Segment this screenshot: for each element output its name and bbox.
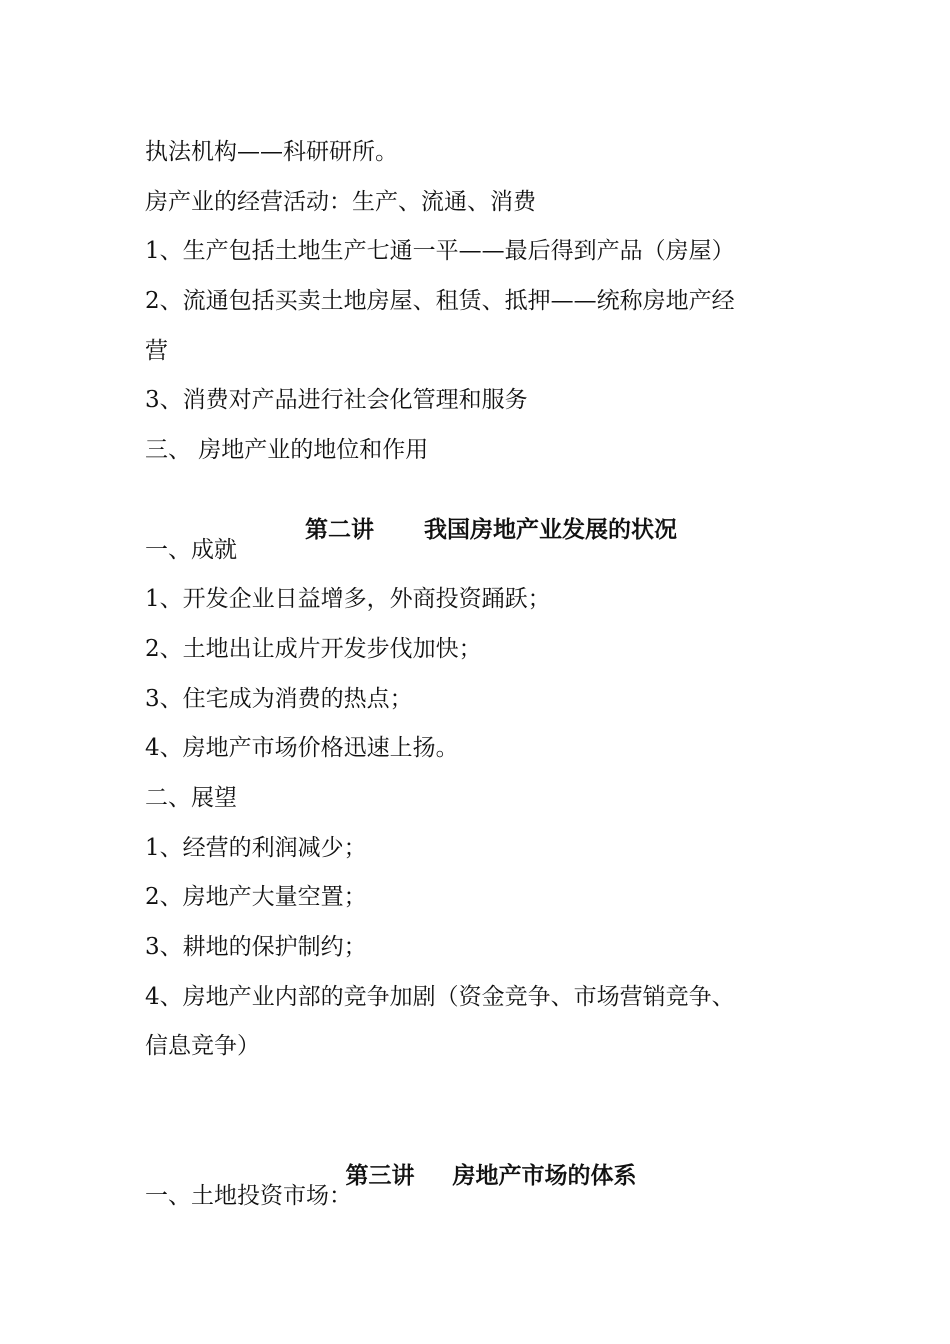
paragraph-line: 房产业的经营活动：生产、流通、消费 [145, 189, 536, 215]
paragraph-line: 二、展望 [145, 785, 237, 811]
lecture-2-text: 我国房地产业发展的状况 [424, 516, 678, 543]
paragraph-line: 1、经营的利润减少； [145, 835, 367, 861]
paragraph-line: 一、土地投资市场： [145, 1183, 352, 1209]
lecture-2-number: 第二讲 [305, 516, 375, 543]
section-heading-line: 三、 房地产业的地位和作用 [145, 437, 429, 463]
paragraph-line: 1、生产包括土地生产七通一平——最后得到产品（房屋） [145, 238, 735, 264]
paragraph-line: 2、流通包括买卖土地房屋、租赁、抵押——统称房地产经 [145, 288, 735, 314]
paragraph-line: 3、耕地的保护制约； [145, 934, 367, 960]
paragraph-line: 执法机构——科研研所。 [145, 139, 398, 165]
lecture-3-number: 第三讲 [345, 1162, 415, 1189]
paragraph-line: 2、房地产大量空置； [145, 884, 367, 910]
paragraph-line: 4、房地产业内部的竞争加剧（资金竞争、市场营销竞争、 [145, 984, 735, 1010]
paragraph-line: 3、住宅成为消费的热点； [145, 686, 413, 712]
paragraph-line: 4、房地产市场价格迅速上扬。 [145, 735, 459, 761]
lecture-3-text: 房地产市场的体系 [452, 1162, 637, 1189]
paragraph-line: 1、开发企业日益增多，外商投资踊跃； [145, 586, 551, 612]
paragraph-line: 一、成就 [145, 537, 237, 563]
paragraph-line: 信息竞争） [145, 1033, 260, 1059]
paragraph-line: 3、消费对产品进行社会化管理和服务 [145, 387, 528, 413]
paragraph-line: 2、土地出让成片开发步伐加快； [145, 636, 482, 662]
paragraph-line: 营 [145, 338, 168, 364]
